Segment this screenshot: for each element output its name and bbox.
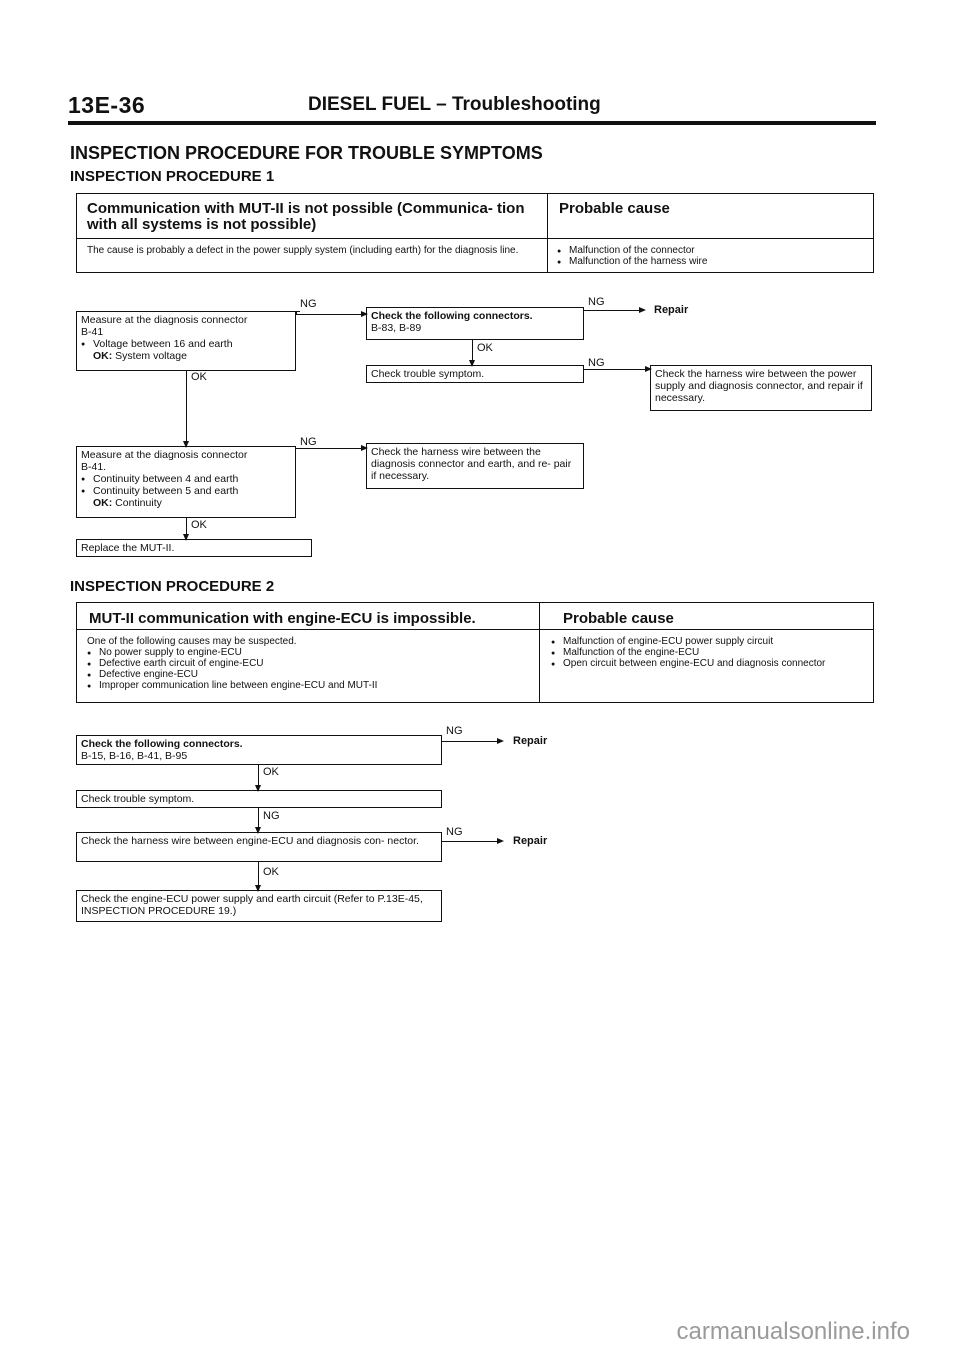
proc1-box-harness-power: Check the harness wire between the power supply and diagnosis connector, and repair if necessary. <box>650 365 872 411</box>
proc2-box-check-symptom: Check trouble symptom. <box>76 790 442 808</box>
box-text: B-41. <box>81 461 107 473</box>
ok-label: OK <box>263 866 279 878</box>
box-title: Check the following connectors. <box>371 310 533 322</box>
proc1-cause-item: ● Malfunction of the harness wire <box>557 256 857 267</box>
proc1-box-replace: Replace the MUT-II. <box>76 539 312 557</box>
ng-label: NG <box>300 298 317 310</box>
ng-arrow <box>584 369 650 370</box>
proc2-table-rule <box>77 629 873 630</box>
section-heading: INSPECTION PROCEDURE FOR TROUBLE SYMPTOMS <box>70 143 543 163</box>
page-code: 13E-36 <box>68 92 146 118</box>
proc1-box-harness-earth: Check the harness wire between the diagnosis connector and earth, and re- pair if necessary. <box>366 443 584 489</box>
box-bullet: ● Voltage between 16 and earth <box>81 338 291 350</box>
box-title: Check the following connectors. <box>81 738 243 750</box>
proc1-box-check-symptom: Check trouble symptom. <box>366 365 584 383</box>
ng-arrow <box>296 314 366 315</box>
ok-label: OK <box>191 519 207 531</box>
box-text: B-15, B-16, B-41, B-95 <box>81 750 188 762</box>
ng-arrow <box>442 841 502 842</box>
box-text: Measure at the diagnosis connector <box>81 449 248 461</box>
comment-item: ● Defective earth circuit of engine-ECU <box>87 658 527 669</box>
box-bullet: ● Continuity between 5 and earth <box>81 485 291 497</box>
box-text: B-41 <box>81 326 104 338</box>
repair-label: Repair <box>513 835 548 847</box>
proc2-box-check-connectors <box>76 735 442 765</box>
header-rule <box>68 121 876 125</box>
proc1-table-divider <box>547 194 548 272</box>
ok-label: OK: <box>93 497 113 509</box>
ng-arrow <box>442 741 502 742</box>
ng-label: NG <box>300 436 317 448</box>
proc1-cause-head: Probable cause <box>559 200 670 217</box>
ok-arrow <box>186 371 187 446</box>
ng-label: NG <box>263 810 280 822</box>
box-text: B-83, B-89 <box>371 322 422 334</box>
ng-arrow <box>584 310 644 311</box>
proc2-table <box>76 602 874 703</box>
proc2-cause-item: ● Malfunction of engine-ECU power supply circuit <box>551 636 863 647</box>
repair-label: Repair <box>654 304 689 316</box>
ng-label: NG <box>588 296 605 308</box>
ok-label: OK <box>191 371 207 383</box>
ok-arrow <box>258 862 259 890</box>
comment-item: ● Improper communication line between engine-ECU and MUT-II <box>87 680 527 691</box>
comment-intro: One of the following causes may be suspected. <box>87 636 297 647</box>
proc2-cause-list <box>551 636 863 669</box>
proc2-title: INSPECTION PROCEDURE 2 <box>70 578 275 595</box>
proc2-symptom: MUT-II communication with engine-ECU is impossible. <box>89 610 476 627</box>
proc1-box-measure-voltage <box>76 311 296 371</box>
ng-label: NG <box>588 357 605 369</box>
ng-arrow <box>258 808 259 832</box>
ng-label: NG <box>446 725 463 737</box>
proc1-symptom: Communication with MUT-II is not possible (Communica- tion with all systems is not possible) <box>87 200 525 233</box>
box-bullet: ● Continuity between 4 and earth <box>81 473 291 485</box>
ng-label: NG <box>446 826 463 838</box>
proc1-cause-list <box>557 245 857 267</box>
proc1-title: INSPECTION PROCEDURE 1 <box>70 168 275 185</box>
proc2-comment <box>87 636 527 691</box>
comment-item: ● No power supply to engine-ECU <box>87 647 527 658</box>
proc1-cause-item: ● Malfunction of the connector <box>557 245 857 256</box>
box-text: Measure at the diagnosis connector <box>81 314 248 326</box>
ok-label: OK <box>477 342 493 354</box>
proc1-box-measure-continuity <box>76 446 296 518</box>
ng-arrow <box>296 448 366 449</box>
comment-item: ● Defective engine-ECU <box>87 669 527 680</box>
proc2-cause-head: Probable cause <box>563 610 674 627</box>
proc2-cause-item: ● Open circuit between engine-ECU and diagnosis connector <box>551 658 863 669</box>
ok-arrow <box>258 765 259 790</box>
ok-value: Continuity <box>115 497 162 509</box>
proc1-table <box>76 193 874 273</box>
proc2-box-harness-ecu: Check the harness wire between engine-ECU and diagnosis con- nector. <box>76 832 442 862</box>
watermark-link[interactable]: carmanualsonline.info <box>676 1318 910 1345</box>
proc2-table-divider <box>539 603 540 702</box>
repair-label: Repair <box>513 735 548 747</box>
proc1-box-check-connectors <box>366 307 584 340</box>
ok-arrow <box>472 340 473 365</box>
ok-arrow <box>186 518 187 539</box>
proc2-box-ecu-power: Check the engine-ECU power supply and earth circuit (Refer to P.13E-45, INSPECTION PROCEDURE 19.) <box>76 890 442 922</box>
page-title: DIESEL FUEL – Troubleshooting <box>308 94 601 115</box>
ok-label: OK: <box>93 350 113 362</box>
ok-label: OK <box>263 766 279 778</box>
ok-value: System voltage <box>115 350 187 362</box>
proc1-table-rule <box>77 238 873 239</box>
proc2-cause-item: ● Malfunction of the engine-ECU <box>551 647 863 658</box>
proc1-comment: The cause is probably a defect in the power supply system (including earth) for the diagnosis line. <box>87 245 519 256</box>
